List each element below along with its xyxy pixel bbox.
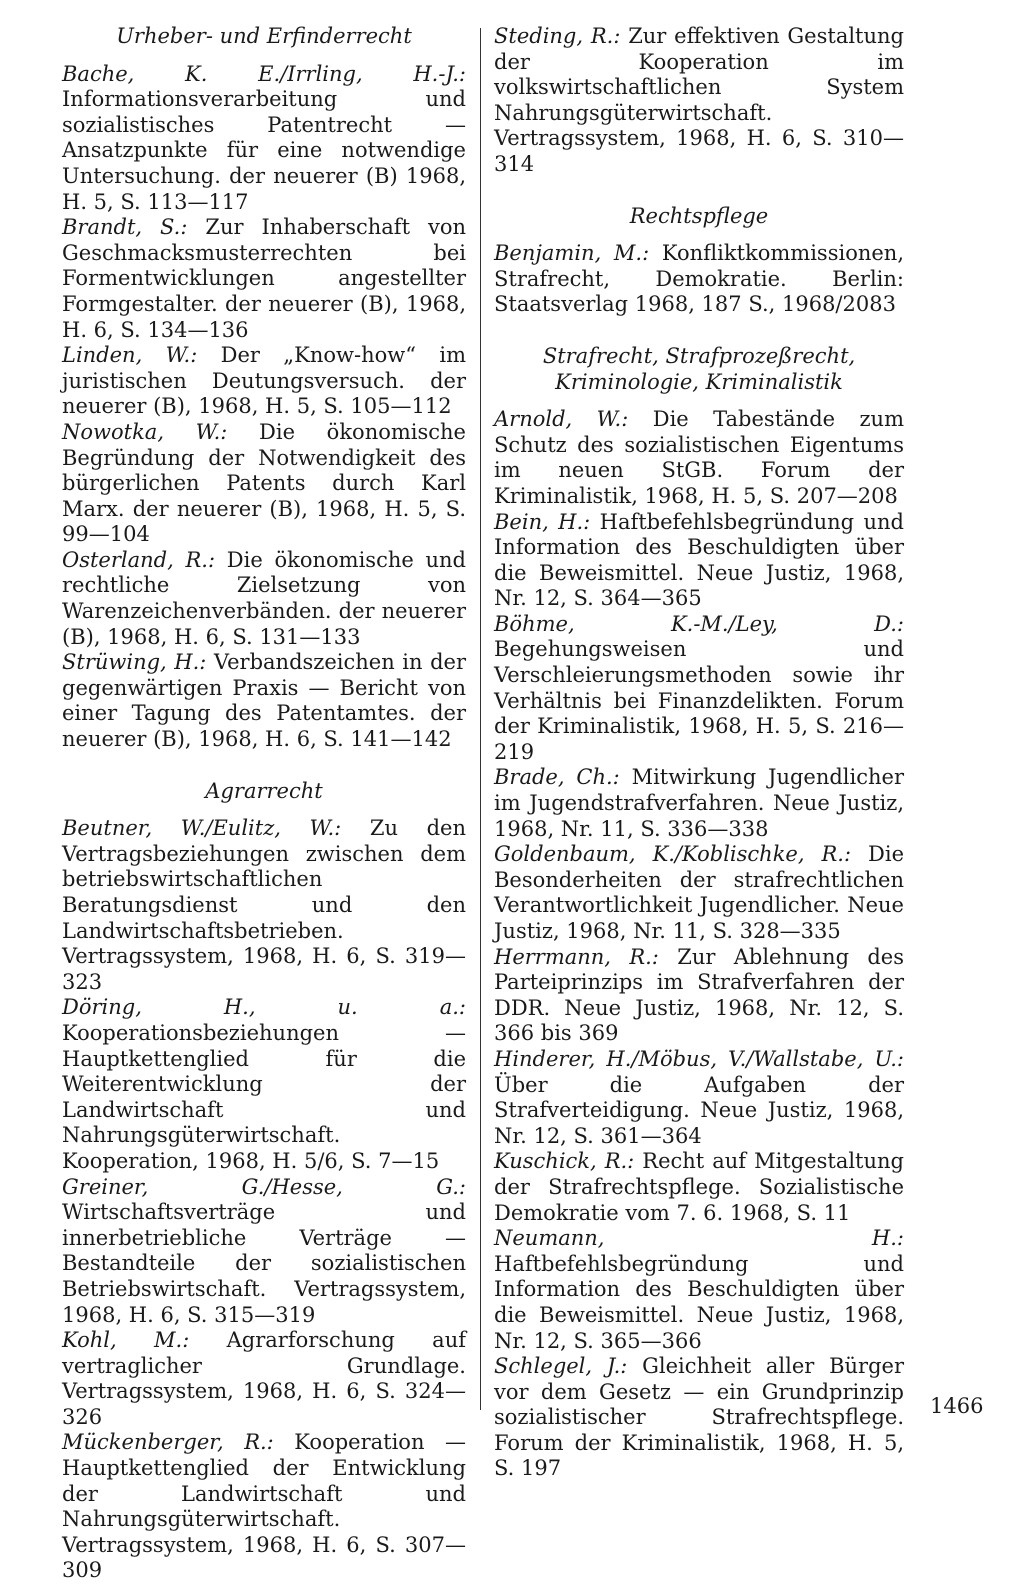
- entry-text: Zu den Vertragsbeziehungen zwischen dem betriebswirtschaftlichen Beratungsdienst und den Landwirtschaftsbetrieben. Vertragssystem, 1968, H. 6, S. 319—323: [62, 816, 466, 994]
- entry-author: Schlegel, J.:: [494, 1354, 628, 1379]
- bibliography-entry: [494, 945, 904, 1047]
- entry-text: Konfliktkommissionen, Strafrecht, Demokratie. Berlin: Staatsverlag 1968, 187 S., 1968/2083: [494, 241, 904, 317]
- entry-text: Die Besonderheiten der strafrechtlichen Verantwortlichkeit Jugendlicher. Neue Justiz, 1968, Nr. 11, S. 328—335: [494, 842, 904, 943]
- entry-author: Kuschick, R.:: [494, 1149, 635, 1174]
- bibliography-entry: [494, 24, 904, 178]
- bibliography-entry: [494, 241, 904, 318]
- right-column: [494, 24, 904, 1482]
- entry-author: Hinderer, H./Möbus, V./Wallstabe, U.:: [494, 1046, 904, 1071]
- entry-author: Bache, K. E./Irrling, H.-J.:: [62, 61, 466, 86]
- bibliography-entry: [494, 510, 904, 612]
- section-heading: Agrarrecht: [205, 778, 323, 803]
- entry-author: Herrmann, R.:: [494, 944, 659, 969]
- entry-author: Brandt, S.:: [62, 215, 188, 240]
- entry-author: Brade, Ch.:: [494, 765, 620, 790]
- entry-author: Neumann, H.:: [494, 1226, 904, 1251]
- entry-text: Agrarforschung auf vertraglicher Grundlage. Vertragssystem, 1968, H. 6, S. 324—326: [62, 1328, 466, 1429]
- bibliography-entry: [62, 343, 466, 420]
- entry-text: Gleichheit aller Bürger vor dem Gesetz — ein Grundprinzip sozialistischer Strafrechtspflege. Forum der Kriminalistik, 1968, H. 5, S. 197: [494, 1354, 904, 1481]
- entry-text: Haftbefehlsbegründung und Information des Beschuldigten über die Beweismittel. Neue Justiz, 1968, Nr. 12, S. 364—365: [494, 509, 904, 611]
- bibliography-entry: [62, 62, 466, 216]
- bibliography-entry: [494, 612, 904, 766]
- entry-text: Mitwirkung Jugendlicher im Jugendstrafverfahren. Neue Justiz, 1968, Nr. 11, S. 336—338: [494, 765, 904, 841]
- entry-text: Recht auf Mitgestaltung der Strafrechtspflege. Sozialistische Demokratie vom 7. 6. 1968, S. 11: [494, 1149, 904, 1225]
- entry-author: Mückenberger, R.:: [62, 1430, 274, 1455]
- page-number: 1466: [930, 1394, 984, 1418]
- bibliography-entry: [494, 1047, 904, 1149]
- bibliography-entry: [62, 1430, 466, 1584]
- entry-author: Greiner, G./Hesse, G.:: [62, 1174, 466, 1199]
- bibliography-entry: [62, 1328, 466, 1430]
- column-divider: [480, 28, 481, 1410]
- entry-text: Haftbefehlsbegründung und Information des Beschuldigten über die Beweismittel. Neue Justiz, 1968, Nr. 12, S. 365—366: [494, 1251, 904, 1353]
- entry-author: Kohl, M.:: [62, 1328, 190, 1353]
- entry-author: Bein, H.:: [494, 509, 591, 534]
- bibliography-entry: [494, 842, 904, 944]
- entry-text: Die Tabestände zum Schutz des sozialistischen Eigentums im neuen StGB. Forum der Kriminalistik, 1968, H. 5, S. 207—208: [494, 407, 904, 508]
- entry-text: Kooperation — Hauptkettenglied der Entwicklung der Landwirtschaft und Nahrungsgüterwirtschaft. Vertragssystem, 1968, H. 6, S. 307—309: [62, 1430, 467, 1583]
- entry-text: Verbandszeichen in der gegenwärtigen Praxis — Bericht von einer Tagung des Patentamtes. der neuerer (B), 1968, H. 6, S. 141—142: [62, 650, 466, 752]
- bibliography-entry: [62, 420, 466, 548]
- entry-text: Zur Inhaberschaft von Geschmacksmusterrechten bei Formentwicklungen angestellter Formgestalter. der neuerer (B), 1968, H. 6, S. 134—136: [62, 215, 466, 342]
- entry-author: Steding, R.:: [494, 24, 621, 48]
- section-heading: Rechtspflege: [629, 203, 769, 228]
- entry-author: Goldenbaum, K./Koblischke, R.:: [494, 842, 852, 867]
- section-heading: Strafrecht, Strafprozeßrecht, Kriminologie, Kriminalistik: [542, 343, 856, 394]
- entry-text: Über die Aufgaben der Strafverteidigung. Neue Justiz, 1968, Nr. 12, S. 361—364: [494, 1072, 904, 1148]
- bibliography-entry: [494, 1226, 904, 1354]
- entry-author: Beutner, W./Eulitz, W.:: [62, 816, 342, 841]
- entry-author: Strüwing, H.:: [62, 650, 207, 675]
- bibliography-entry: [62, 816, 466, 995]
- bibliography-entry: [494, 1354, 904, 1482]
- entry-text: Die ökonomische und rechtliche Zielsetzung von Warenzeichenverbänden. der neuerer (B), 1968, H. 6, S. 131—133: [62, 547, 466, 649]
- entry-text: Begehungsweisen und Verschleierungsmethoden sowie ihr Verhältnis bei Finanzdelikten. Forum der Kriminalistik, 1968, H. 5, S. 216—219: [494, 637, 904, 764]
- bibliography-entry: [62, 215, 466, 343]
- entry-text: Zur effektiven Gestaltung der Kooperation im volkswirtschaftlichen System Nahrungsgüterwirtschaft. Vertragssystem, 1968, H. 6, S. 310—314: [494, 24, 904, 176]
- entry-text: Wirtschaftsverträge und innerbetriebliche Verträge — Bestandteile der sozialistischen Betriebswirtschaft. Vertragssystem, 1968, H. 6, S. 315—319: [62, 1200, 466, 1327]
- entry-text: Zur Ablehnung des Parteiprinzips im Strafverfahren der DDR. Neue Justiz, 1968, Nr. 12, S. 366 bis 369: [494, 944, 905, 1046]
- entry-author: Benjamin, M.:: [494, 241, 650, 266]
- entry-author: Döring, H., u. a.:: [62, 995, 466, 1020]
- entry-text: Informationsverarbeitung und sozialistisches Patentrecht — Ansatzpunkte für eine notwendige Untersuchung. der neuerer (B) 1968, H. 5, S. 113—117: [62, 87, 466, 214]
- bibliography-entry: [62, 548, 466, 650]
- entry-author: Osterland, R.:: [62, 547, 216, 572]
- bibliography-entry: [62, 995, 466, 1174]
- entry-author: Nowotka, W.:: [62, 419, 228, 444]
- bibliography-entry: [494, 1149, 904, 1226]
- entry-author: Böhme, K.-M./Ley, D.:: [494, 611, 904, 636]
- section-heading: Urheber- und Erfinderrecht: [116, 24, 412, 48]
- entry-text: Der „Know-how“ im juristischen Deutungsversuch. der neuerer (B), 1968, H. 5, S. 105—112: [62, 343, 466, 419]
- bibliography-entry: [494, 407, 904, 509]
- entry-author: Arnold, W.:: [494, 407, 629, 432]
- bibliography-entry: [62, 650, 466, 752]
- bibliography-entry: [62, 1175, 466, 1329]
- entry-author: Linden, W.:: [62, 343, 198, 368]
- entry-text: Kooperationsbeziehungen — Hauptkettenglied für die Weiterentwicklung der Landwirtschaft und Nahrungsgüterwirtschaft. Kooperation, 1968, H. 5/6, S. 7—15: [62, 1020, 466, 1173]
- left-column: [62, 24, 466, 1584]
- entry-text: Die ökonomische Begründung der Notwendigkeit des bürgerlichen Patents durch Karl Marx. der neuerer (B), 1968, H. 5, S. 99—104: [62, 419, 466, 547]
- bibliography-entry: [494, 765, 904, 842]
